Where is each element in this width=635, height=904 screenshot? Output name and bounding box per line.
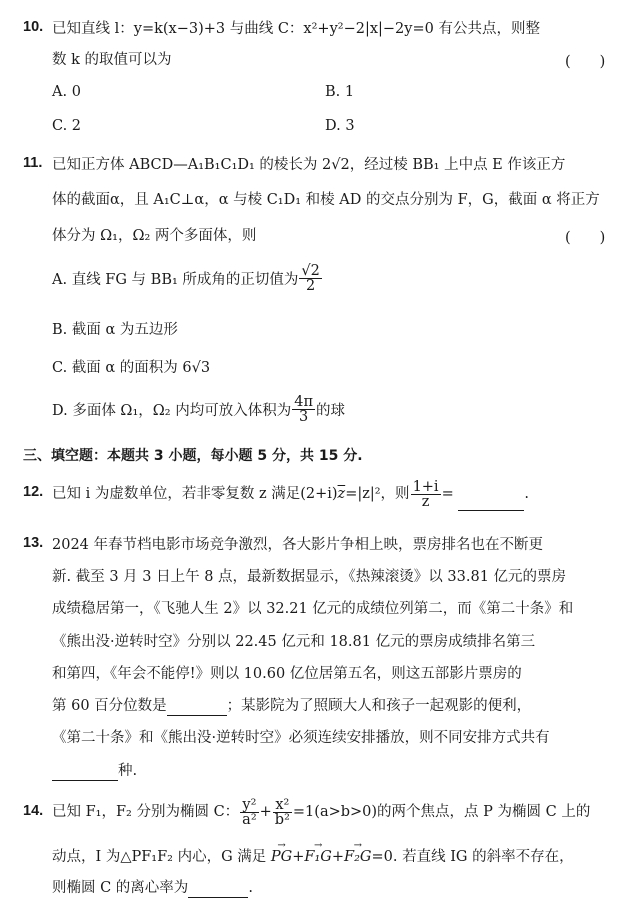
text-segment: .	[248, 880, 253, 896]
text-segment: =1(a>b>0)的两个焦点，点 P 为椭圆 C 上的	[292, 804, 591, 820]
option-d	[52, 395, 345, 424]
vector-pg: → PG	[271, 847, 292, 867]
text-segment: 已知 i 为虚数单位，若非零复数 z 满足(2+i)	[52, 486, 338, 502]
option-a	[52, 264, 323, 293]
answer-parenthesis: ( )	[565, 54, 606, 70]
answer-parenthesis: ( )	[565, 230, 606, 246]
question-number: 13.	[23, 535, 44, 551]
fraction-numerator: √2	[301, 263, 320, 279]
question-number: 14.	[23, 803, 44, 819]
fraction-numerator: y²	[240, 798, 258, 813]
text-segment: =|z|²，则	[345, 486, 410, 502]
option-b: B. 截面 α 为五边形	[52, 322, 178, 338]
text-segment: 种.	[118, 763, 138, 779]
text-segment: 已知 F₁，F₂ 分别为椭圆 C：	[52, 804, 240, 820]
question-text	[52, 878, 253, 898]
option-a-fraction	[299, 264, 321, 293]
question-text	[52, 847, 574, 867]
fraction-numerator: x²	[273, 798, 292, 813]
question-number: 11.	[23, 155, 43, 171]
plus-sign: +	[292, 849, 305, 865]
fraction-numerator: 1+i	[412, 478, 439, 495]
text-segment: 第 60 百分位数是	[52, 698, 167, 714]
text-segment: 则椭圆 C 的离心率为	[52, 880, 189, 896]
option-d: D. 3	[325, 118, 355, 134]
fraction-denominator: 2	[306, 278, 316, 294]
fraction	[411, 480, 441, 509]
fraction-denominator: b²	[274, 811, 290, 828]
option-a: A. 0	[52, 84, 81, 100]
question-text: 《第二十条》和《熊出没·逆转时空》必须连续安排播放，则不同安排方式共有	[52, 730, 550, 746]
question-text: 《熊出没·逆转时空》分别以 22.45 亿元和 18.81 亿元的票房成绩排名第三	[52, 634, 536, 650]
option-c: C. 截面 α 的面积为 6√3	[52, 360, 211, 376]
plus-sign: +	[331, 849, 345, 865]
question-text	[52, 477, 529, 511]
question-text	[52, 794, 590, 830]
question-text: 已知正方体 ABCD—A₁B₁C₁D₁ 的棱长为 2√2，经过棱 BB₁ 上中点 E 作该正方	[52, 157, 566, 173]
answer-blank[interactable]	[458, 496, 524, 511]
question-text: 数 k 的取值可以为	[52, 52, 172, 68]
conjugate-z: $\overline{z}$	[337, 486, 346, 502]
text-segment: ；某影院为了照顾大人和孩子一起观影的便利，	[226, 698, 532, 714]
answer-blank[interactable]	[167, 701, 227, 716]
question-text	[52, 761, 137, 781]
question-text: 新. 截至 3 月 3 日上午 8 点，最新数据显示，《热辣滚烫》以 33.81 亿元的票房	[52, 569, 567, 585]
option-d-fraction	[292, 395, 315, 424]
question-text	[52, 696, 531, 716]
answer-blank[interactable]	[188, 883, 248, 898]
fraction-x2-b2	[273, 798, 292, 827]
plus-sign: +	[259, 804, 272, 820]
fraction-denominator: 3	[298, 409, 309, 425]
option-a-text: A. 直线 FG 与 BB₁ 所成角的正切值为	[52, 272, 299, 288]
fraction-y2-a2	[240, 798, 258, 827]
section-heading: 三、填空题：本题共 3 小题，每小题 5 分，共 15 分.	[23, 448, 363, 464]
question-text: 已知直线 l：y=k(x−3)+3 与曲线 C：x²+y²−2|x|−2y=0 有公共点，则整	[52, 21, 540, 37]
option-b: B. 1	[325, 84, 355, 100]
question-text: 2024 年春节档电影市场竞争激烈，各大影片争相上映，票房排名也在不断更	[52, 537, 544, 553]
answer-blank[interactable]	[52, 766, 118, 781]
question-text: 体的截面α，且 A₁C⊥α，α 与棱 C₁D₁ 和棱 AD 的交点分别为 F，G，截面 α 将正方	[52, 192, 600, 208]
text-segment: .	[524, 486, 529, 502]
fraction-denominator: z	[421, 493, 430, 510]
vector-f2g: → F₂G	[344, 847, 371, 867]
option-d-text: D. 多面体 Ω₁，Ω₂ 内均可放入体积为	[52, 403, 292, 419]
text-segment: =0. 若直线 IG 的斜率不存在，	[371, 849, 574, 865]
question-number: 12.	[23, 484, 44, 500]
question-text: 成绩稳居第一，《飞驰人生 2》以 32.21 亿元的成绩位列第二，而《第二十条》和	[52, 601, 574, 617]
text-segment: 动点，I 为△PF₁F₂ 内心，G 满足	[52, 849, 271, 865]
question-text: 体分为 Ω₁，Ω₂ 两个多面体，则	[52, 228, 257, 244]
question-text: 和第四，《年会不能停!》则以 10.60 亿位居第五名，则这五部影片票房的	[52, 666, 522, 682]
question-number: 10.	[23, 19, 44, 35]
option-d-suffix: 的球	[315, 403, 345, 419]
option-c: C. 2	[52, 118, 82, 134]
text-segment: =	[441, 486, 454, 502]
vector-f1g: → F₁G	[304, 847, 331, 867]
fraction-numerator: 4π	[294, 394, 313, 410]
fraction-denominator: a²	[242, 811, 257, 828]
